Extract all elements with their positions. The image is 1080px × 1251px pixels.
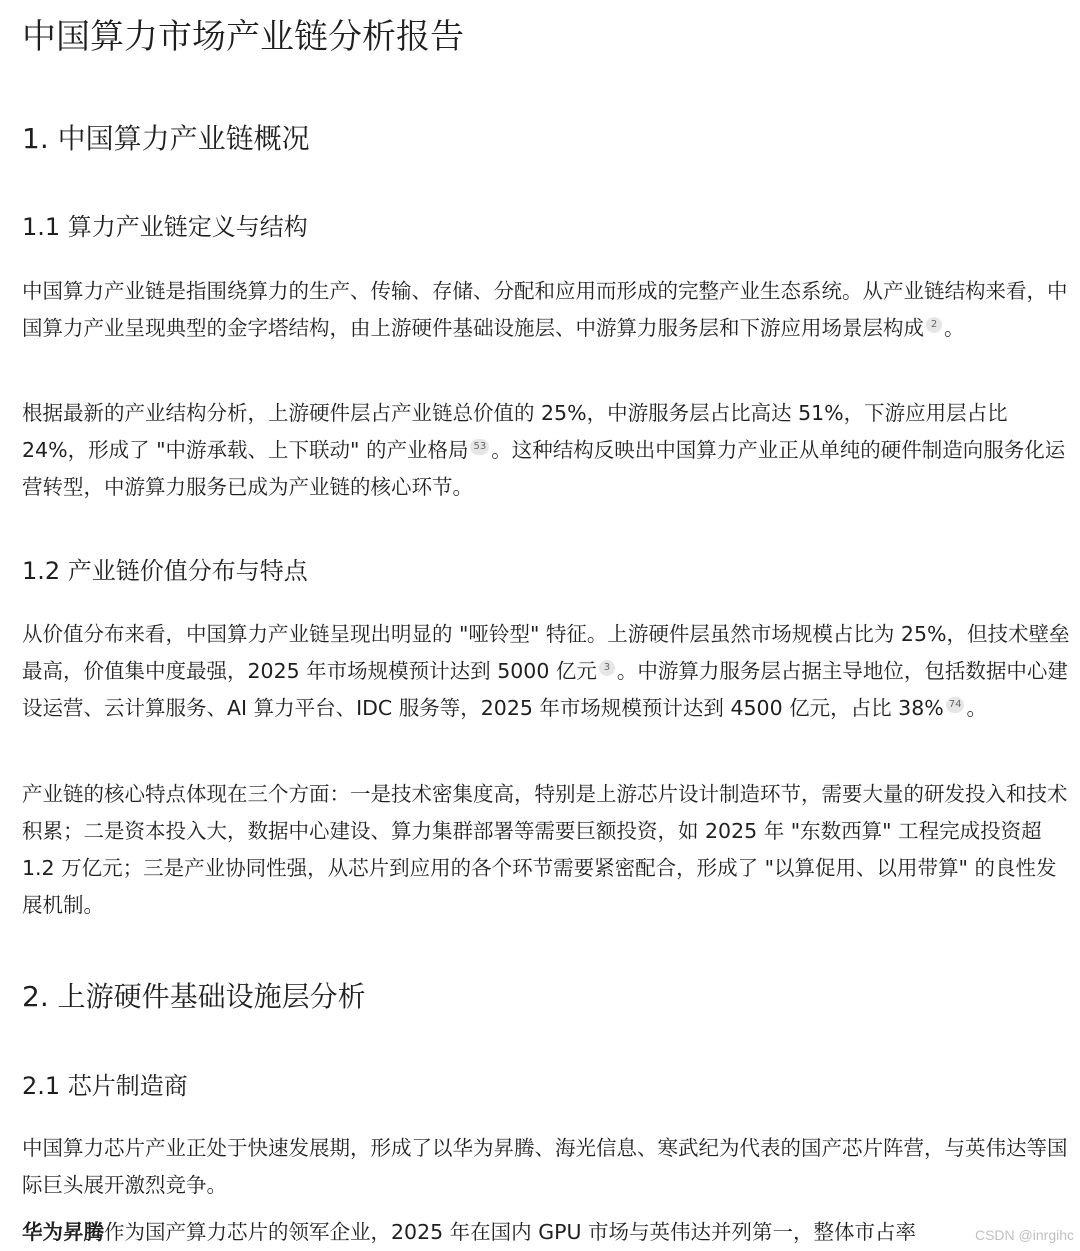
paragraph-1-2-a <box>22 616 1074 727</box>
paragraph-text: 。中游算力服务层占据主导地位，包括数据中心建设运营、云计算服务、AI 算力平台、IDC 服务等，2025 年市场规模预计达到 4500 亿元，占比 38% <box>22 659 1068 720</box>
paragraph-text: 根据最新的产业结构分析，上游硬件层占产业链总价值的 25%，中游服务层占比高达 51%，下游应用层占比 24%，形成了 "中游承载、上下联动" 的产业格局 <box>22 401 1008 462</box>
bold-term: 华为昇腾 <box>22 1220 104 1244</box>
paragraph-text: 。 <box>944 316 965 340</box>
paragraph-text: 。 <box>966 696 987 720</box>
paragraph-1-1-a <box>22 273 1074 347</box>
section-1-heading: 1. 中国算力产业链概况 <box>22 122 310 155</box>
paragraph-2-1-a: 中国算力芯片产业正处于快速发展期，形成了以华为昇腾、海光信息、寒武纪为代表的国产芯片阵营，与英伟达等国际巨头展开激烈竞争。 <box>22 1136 1068 1197</box>
citation-badge[interactable]: 74 <box>946 697 965 713</box>
section-1-2-heading: 1.2 产业链价值分布与特点 <box>22 557 308 585</box>
watermark: CSDN @inrgihc <box>974 1227 1074 1243</box>
paragraph-text: 。这种结构反映出中国算力产业正从单纯的硬件制造向服务化运营转型，中游算力服务已成为产业链的核心环节。 <box>22 438 1066 499</box>
citation-badge[interactable]: 2 <box>926 317 942 333</box>
citation-badge[interactable]: 3 <box>599 660 615 676</box>
paragraph-text: 作为国产算力芯片的领军企业，2025 年在国内 GPU 市场与英伟达并列第一，整体市占率 <box>104 1220 916 1244</box>
paragraph-text: 从价值分布来看，中国算力产业链呈现出明显的 "哑铃型" 特征。上游硬件层虽然市场规模占比为 25%，但技术壁垒最高，价值集中度最强，2025 年市场规模预计达到 5000 亿元 <box>22 622 1070 683</box>
page-title: 中国算力市场产业链分析报告 <box>22 17 464 57</box>
section-1-1-heading: 1.1 算力产业链定义与结构 <box>22 213 308 241</box>
paragraph-1-2-b: 产业链的核心特点体现在三个方面：一是技术密集度高，特别是上游芯片设计制造环节，需要大量的研发投入和技术积累；二是资本投入大，数据中心建设、算力集群部署等需要巨额投资，如 2025 年 "东数西算" 工程完成投资超 1.2 万亿元；三是产业协同性强，从芯片到应用的各个环节需要紧密配合，形成了 "以算促用、以用带算" 的良性发展机制。 <box>22 782 1068 917</box>
paragraph-text: 中国算力产业链是指围绕算力的生产、传输、存储、分配和应用而形成的完整产业生态系统。从产业链结构来看，中国算力产业呈现典型的金字塔结构，由上游硬件基础设施层、中游算力服务层和下游应用场景层构成 <box>22 279 1068 340</box>
paragraph-2-1-b <box>22 1214 1074 1251</box>
section-2-1-heading: 2.1 芯片制造商 <box>22 1072 188 1100</box>
section-2-heading: 2. 上游硬件基础设施层分析 <box>22 980 366 1013</box>
paragraph-1-1-b <box>22 395 1074 506</box>
citation-badge[interactable]: 53 <box>470 439 489 455</box>
